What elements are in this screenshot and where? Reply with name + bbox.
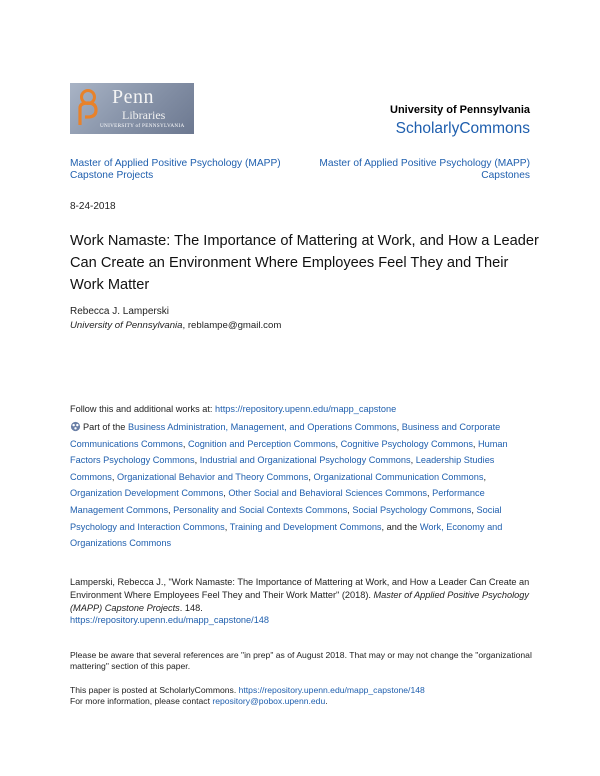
citation-number: . 148. xyxy=(179,602,203,613)
commons-separator: , xyxy=(111,471,117,482)
commons-link[interactable]: Work, Economy and Organizations Commons xyxy=(70,521,503,549)
logo-tagline: UNIVERSITY of PENNSYLVANIA xyxy=(100,123,185,129)
logo-sub-line: Libraries xyxy=(122,108,166,122)
commons-link[interactable]: Human Factors Psychology Commons xyxy=(70,438,508,466)
commons-separator: , xyxy=(182,438,188,449)
commons-separator: , xyxy=(410,455,416,466)
posted-notice xyxy=(70,685,540,708)
contact-email-link[interactable]: repository@pobox.upenn.edu xyxy=(212,696,326,707)
commons-separator: , xyxy=(396,422,402,432)
author-name: Rebecca J. Lamperski xyxy=(70,306,169,317)
commons-link[interactable]: Personality and Social Contexts Commons xyxy=(173,504,348,515)
author-email: reblampe@gmail.com xyxy=(187,320,282,331)
repository-link[interactable]: ScholarlyCommons xyxy=(395,120,530,137)
commons-list xyxy=(70,419,540,552)
paper-title: Work Namaste: The Importance of Mattering at Work, and How a Leader Can Create an Environment Where Employees Feel They and Their Work Matter xyxy=(70,233,539,293)
commons-link[interactable]: Cognitive Psychology Commons xyxy=(340,438,473,449)
commons-link[interactable]: Cognition and Perception Commons xyxy=(187,438,336,449)
contact-end: . xyxy=(325,696,328,707)
commons-prefix: Part of the xyxy=(83,422,128,432)
commons-separator: , xyxy=(335,438,341,449)
commons-separator: , xyxy=(194,455,200,466)
collection-link-projects[interactable]: Master of Applied Positive Psychology (MAPP) Capstone Projects xyxy=(70,158,281,181)
recommended-citation xyxy=(70,576,540,627)
penn-libraries-logo[interactable] xyxy=(70,83,194,134)
commons-link[interactable]: Organizational Communication Commons xyxy=(313,471,484,482)
author-affiliation-line xyxy=(70,320,281,331)
citation-url-link[interactable]: https://repository.upenn.edu/mapp_capstone/148 xyxy=(70,615,270,626)
commons-link[interactable]: Industrial and Organizational Psychology Commons xyxy=(199,455,411,466)
commons-link[interactable]: Other Social and Behavioral Sciences Commons xyxy=(228,488,427,499)
commons-separator: , xyxy=(472,438,479,449)
posted-url-link[interactable]: https://repository.upenn.edu/mapp_capstone/148 xyxy=(238,685,425,695)
commons-separator: , xyxy=(483,471,487,482)
affiliation-separator: , xyxy=(182,320,188,331)
follow-url-link[interactable]: https://repository.upenn.edu/mapp_capstone xyxy=(215,404,397,414)
author-note: Please be aware that several references are "in prep" as of August 2018. That may or may not change the "organizational mattering" section of this paper. xyxy=(70,650,532,672)
commons-link[interactable]: Organizational Behavior and Theory Commons xyxy=(116,471,309,482)
commons-separator: , xyxy=(426,488,433,499)
citation-series: Master of Applied Positive Psychology (MAPP) Capstone Projects xyxy=(70,589,529,613)
commons-link[interactable]: Business Administration, Management, and Operations Commons xyxy=(127,422,397,432)
commons-separator: , and the xyxy=(381,521,420,532)
commons-link[interactable]: Leadership Studies Commons xyxy=(70,455,495,482)
follow-line xyxy=(70,404,396,414)
commons-link[interactable]: Training and Development Commons xyxy=(229,521,382,532)
commons-link[interactable]: Organization Development Commons xyxy=(70,488,224,499)
commons-separator: , xyxy=(471,504,477,515)
follow-text: Follow this and additional works at: xyxy=(70,404,216,414)
commons-separator: , xyxy=(168,504,174,515)
penn-libraries-logo-icon xyxy=(76,89,100,125)
posted-text: This paper is posted at ScholarlyCommons. xyxy=(70,685,239,695)
collection-link-capstones[interactable]: Master of Applied Positive Psychology (MAPP) Capstones xyxy=(319,158,530,181)
citation-text: Lamperski, Rebecca J., "Work Namaste: The Importance of Mattering at Work, and How a Leader Can Create an Environment Where Employees Feel They and Their Work Matter" (2018). xyxy=(70,577,530,600)
commons-separator: , xyxy=(308,471,314,482)
commons-link[interactable]: Performance Management Commons xyxy=(70,488,485,515)
commons-link[interactable]: Social Psychology Commons xyxy=(352,504,472,515)
publication-date: 8-24-2018 xyxy=(70,201,116,212)
commons-link[interactable]: Business and Corporate Communications Commons xyxy=(70,422,501,449)
commons-separator: , xyxy=(224,521,230,532)
commons-separator: , xyxy=(347,504,353,515)
author-affiliation: University of Pennsylvania xyxy=(70,320,183,331)
contact-text: For more information, please contact xyxy=(70,696,213,707)
commons-link[interactable]: Social Psychology and Interaction Commons xyxy=(70,504,502,532)
commons-separator: , xyxy=(223,488,229,499)
network-pin-icon xyxy=(70,421,81,432)
logo-name-line: Penn xyxy=(112,86,154,108)
institution-name: University of Pennsylvania xyxy=(390,104,530,116)
commons-items xyxy=(70,422,508,548)
